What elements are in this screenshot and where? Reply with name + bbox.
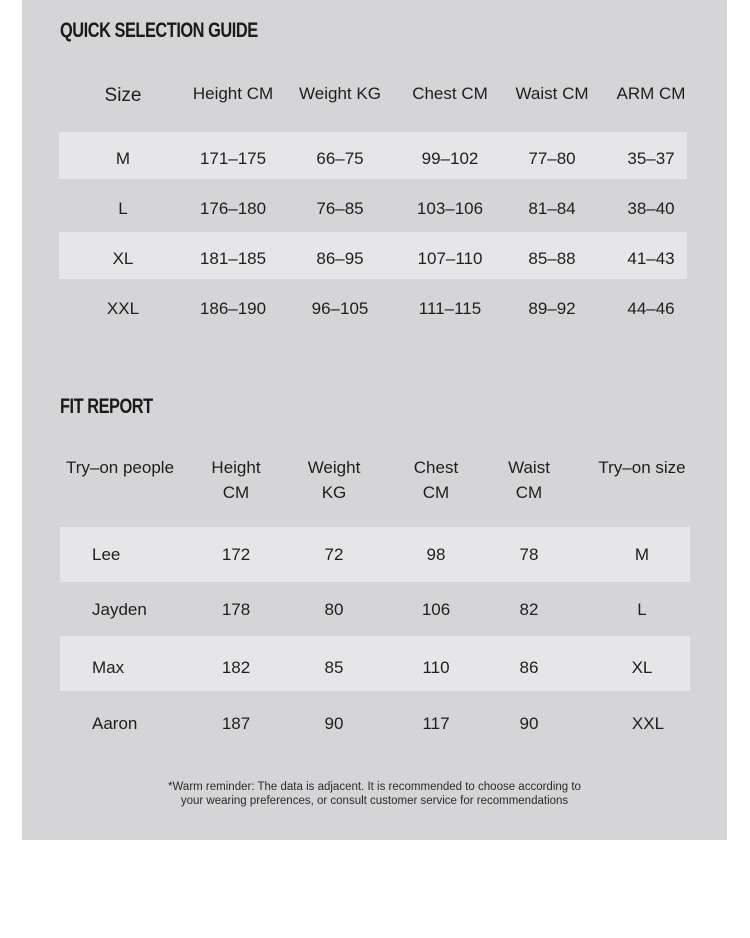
- fit-cell-weight: 72: [324, 545, 344, 564]
- fit-cell-waist: 82: [519, 600, 539, 619]
- guide-cell-height: 181–185: [199, 249, 267, 268]
- fit-header-size: Try–on size: [598, 458, 686, 477]
- fit-header-height-line-2: CM: [222, 483, 250, 502]
- fit-header-waist-line-2: CM: [515, 483, 543, 502]
- guide-cell-size: XL: [112, 249, 134, 268]
- guide-header-arm: ARM CM: [616, 84, 686, 103]
- fit-cell-person: Max: [92, 658, 125, 677]
- guide-cell-height: 171–175: [199, 149, 267, 168]
- fit-cell-weight: 80: [324, 600, 344, 619]
- guide-cell-waist: 89–92: [528, 299, 576, 318]
- guide-cell-waist: 81–84: [528, 199, 576, 218]
- guide-cell-chest: 107–110: [417, 249, 483, 268]
- fit-cell-person: Lee: [92, 545, 121, 564]
- fit-header-chest-line-2: CM: [422, 483, 450, 502]
- guide-cell-weight: 76–85: [316, 199, 364, 218]
- warm-reminder-note: [22, 781, 727, 808]
- fit-cell-chest: 110: [422, 658, 450, 677]
- guide-header-height: Height CM: [192, 84, 274, 103]
- fit-header-waist-line-1: Waist: [508, 458, 550, 477]
- fit-cell-weight: 85: [324, 658, 344, 677]
- warm-reminder-line-2: your wearing preferences, or consult customer service for recommendations: [180, 794, 569, 807]
- guide-cell-weight: 86–95: [316, 249, 364, 268]
- fit-report-title: FIT REPORT: [60, 395, 153, 418]
- guide-cell-height: 176–180: [199, 199, 267, 218]
- fit-cell-height: 172: [221, 545, 251, 564]
- fit-cell-waist: 90: [519, 714, 539, 733]
- guide-cell-arm: 38–40: [627, 199, 675, 218]
- guide-cell-arm: 44–46: [627, 299, 675, 318]
- guide-cell-size: L: [118, 199, 128, 218]
- fit-cell-chest: 117: [422, 714, 450, 733]
- fit-cell-weight: 90: [324, 714, 344, 733]
- fit-header-height-line-1: Height: [211, 458, 261, 477]
- fit-cell-height: 182: [221, 658, 251, 677]
- fit-cell-size: XXL: [631, 714, 665, 733]
- fit-cell-waist: 78: [519, 545, 539, 564]
- guide-header-size: Size: [104, 85, 142, 106]
- guide-cell-waist: 85–88: [528, 249, 576, 268]
- guide-header-chest: Chest CM: [412, 84, 488, 103]
- guide-cell-weight: 66–75: [316, 149, 364, 168]
- fit-header-weight-line-2: KG: [321, 483, 347, 502]
- guide-cell-height: 186–190: [199, 299, 267, 318]
- guide-cell-arm: 35–37: [627, 149, 675, 168]
- guide-cell-chest: 99–102: [421, 149, 479, 168]
- fit-cell-height: 178: [221, 600, 251, 619]
- guide-cell-size: XXL: [106, 299, 140, 318]
- fit-cell-size: M: [634, 545, 650, 564]
- guide-cell-size: M: [115, 149, 131, 168]
- guide-header-weight: Weight KG: [299, 84, 381, 103]
- size-guide-panel: [22, 0, 727, 840]
- fit-cell-chest: 106: [421, 600, 451, 619]
- fit-cell-chest: 98: [426, 545, 446, 564]
- fit-cell-person: Jayden: [92, 600, 147, 619]
- fit-header-weight-line-1: Weight: [307, 458, 361, 477]
- fit-header-person: Try–on people: [65, 458, 175, 477]
- fit-cell-waist: 86: [519, 658, 539, 677]
- fit-header-chest-line-1: Chest: [413, 458, 459, 477]
- quick-selection-guide-title: QUICK SELECTION GUIDE: [60, 19, 258, 42]
- guide-cell-waist: 77–80: [528, 149, 576, 168]
- guide-cell-arm: 41–43: [627, 249, 675, 268]
- fit-cell-size: L: [637, 600, 647, 619]
- guide-header-waist: Waist CM: [515, 84, 589, 103]
- fit-cell-height: 187: [221, 714, 251, 733]
- fit-cell-person: Aaron: [92, 714, 138, 733]
- guide-cell-weight: 96–105: [311, 299, 369, 318]
- guide-cell-chest: 103–106: [416, 199, 484, 218]
- fit-cell-size: XL: [631, 658, 653, 677]
- warm-reminder-line-1: *Warm reminder: The data is adjacent. It is recommended to choose according to: [168, 781, 581, 793]
- guide-cell-chest: 111–115: [418, 299, 482, 318]
